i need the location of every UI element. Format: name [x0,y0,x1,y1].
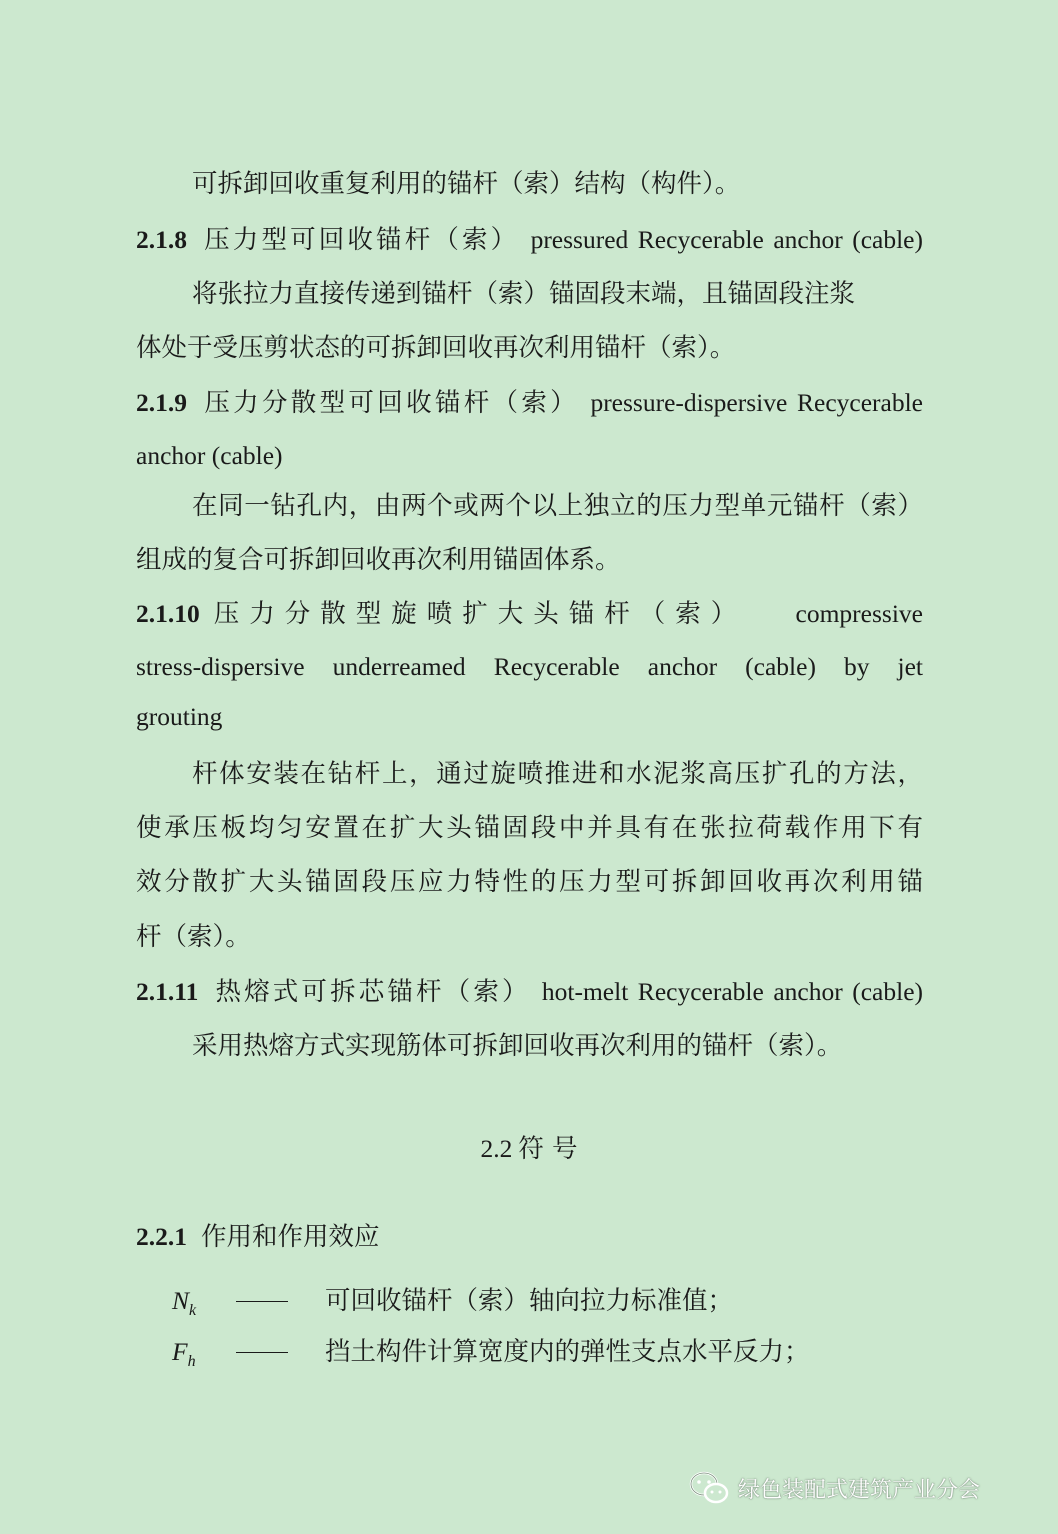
term-number: 2.1.9 [136,388,187,417]
definition-line: 效分散扩大头锚固段压应力特性的压力型可拆卸回收再次利用锚 [136,867,923,897]
definition-line: 在同一钻孔内，由两个或两个以上独立的压力型单元锚杆（索） [192,491,923,521]
term-heading-2-1-11 [136,975,923,1009]
term-english: pressure-dispersive Recycerable [590,388,923,417]
term-number: 2.1.11 [136,977,199,1006]
definition-line: 杆（索）。 [136,922,251,952]
term-english: compressive [795,599,923,628]
symbol: $F_h$ [172,1337,196,1371]
symbol: $N_k$ [172,1286,197,1320]
definition-line: 采用热熔方式实现筋体可拆卸回收再次利用的锚杆（索）。 [192,1031,843,1061]
watermark-text: 绿色装配式建筑产业分会 [738,1477,981,1503]
subsection-title: 作用和作用效应 [201,1222,380,1252]
term-english-cont: anchor (cable) [136,441,283,470]
term-number: 2.1.10 [136,599,200,628]
symbol-description: 挡土构件计算宽度内的弹性支点水平反力； [325,1337,810,1367]
term-english: pressured Recycerable anchor (cable) [530,225,923,254]
term-heading-2-1-10 [136,597,923,631]
subsection-heading-2-2-1 [136,1220,923,1254]
section-name: 符 号 [518,1134,578,1164]
section-title [0,1132,1058,1166]
term-english-cont: stress-dispersive underreamed Recycerable anchor (cable) by jet [136,652,923,681]
term-number: 2.1.8 [136,225,187,254]
watermark [688,1470,980,1506]
dash-separator [236,1352,288,1353]
paragraph-continuation: 可拆卸回收重复利用的锚杆（索）结构（构件）。 [192,169,741,199]
term-chinese: 压力分散型旋喷扩大头锚杆（索） [213,599,747,629]
definition-line: 使承压板均匀安置在扩大头锚固段中并具有在张拉荷载作用下有 [136,813,923,843]
wechat-icon [688,1470,730,1506]
term-chinese: 压力分散型可回收锚杆（索） [201,388,579,418]
term-chinese: 热熔式可拆芯锚杆（索） [212,977,531,1007]
term-english: hot-melt Recycerable anchor (cable) [541,977,924,1006]
dash-separator [236,1301,288,1302]
definition-line: 将张拉力直接传递到锚杆（索）锚固段末端，且锚固段注浆 [192,279,856,309]
definition-line: 组成的复合可拆卸回收再次利用锚固体系。 [136,545,621,575]
section-number: 2.2 [480,1134,513,1163]
definition-line: 体处于受压剪状态的可拆卸回收再次利用锚杆（索）。 [136,333,736,363]
definition-line: 杆体安装在钻杆上，通过旋喷推进和水泥浆高压扩孔的方法， [192,759,923,789]
symbol-description: 可回收锚杆（索）轴向拉力标准值； [325,1286,734,1316]
term-english-cont: grouting [136,702,223,731]
term-heading-2-1-8 [136,223,923,257]
subsection-number: 2.2.1 [136,1222,187,1251]
term-chinese: 压力型可回收锚杆（索） [201,225,520,255]
term-heading-2-1-9 [136,386,923,420]
